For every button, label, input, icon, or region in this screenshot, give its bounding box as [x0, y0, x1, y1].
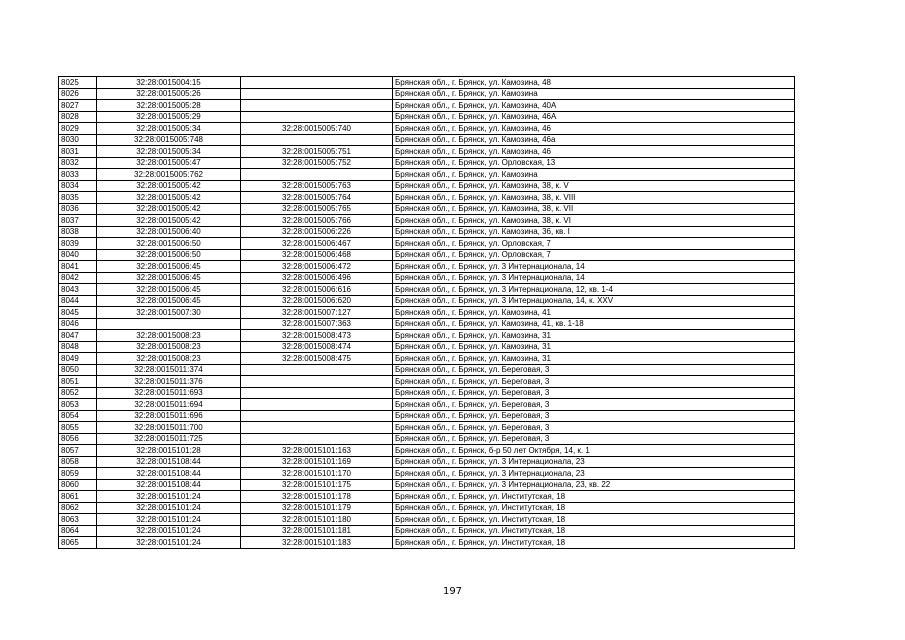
row-number-cell: 8059 [59, 468, 97, 480]
table-row [59, 525, 795, 537]
table-row [59, 502, 795, 514]
object-cadastral-number-cell: 32:28:0015005:752 [241, 157, 393, 169]
land-cadastral-number-cell: 32:28:0015101:28 [97, 445, 241, 457]
address-cell: Брянская обл., г. Брянск, ул. Камозина, 48 [393, 77, 795, 89]
land-cadastral-number-cell: 32:28:0015006:45 [97, 295, 241, 307]
table-row [59, 445, 795, 457]
land-cadastral-number-cell: 32:28:0015101:24 [97, 537, 241, 549]
table-row [59, 111, 795, 123]
address-cell: Брянская обл., г. Брянск, ул. Камозина, 38, к. VII [393, 203, 795, 215]
row-number-cell: 8056 [59, 433, 97, 445]
address-cell: Брянская обл., г. Брянск, ул. Камозина, 31 [393, 353, 795, 365]
land-cadastral-number-cell: 32:28:0015005:762 [97, 169, 241, 181]
object-cadastral-number-cell: 32:28:0015101:179 [241, 502, 393, 514]
row-number-cell: 8043 [59, 284, 97, 296]
table-row [59, 100, 795, 112]
address-cell: Брянская обл., г. Брянск, ул. Институтская, 18 [393, 537, 795, 549]
table-row [59, 387, 795, 399]
land-cadastral-number-cell: 32:28:0015005:29 [97, 111, 241, 123]
table-row [59, 537, 795, 549]
object-cadastral-number-cell [241, 111, 393, 123]
address-cell: Брянская обл., г. Брянск, ул. 3 Интернационала, 12, кв. 1-4 [393, 284, 795, 296]
row-number-cell: 8053 [59, 399, 97, 411]
land-cadastral-number-cell: 32:28:0015006:45 [97, 284, 241, 296]
object-cadastral-number-cell: 32:28:0015005:740 [241, 123, 393, 135]
address-cell: Брянская обл., г. Брянск, ул. 3 Интернационала, 23 [393, 468, 795, 480]
table-row [59, 192, 795, 204]
address-cell: Брянская обл., г. Брянск, ул. Институтская, 18 [393, 514, 795, 526]
land-cadastral-number-cell: 32:28:0015108:44 [97, 468, 241, 480]
row-number-cell: 8054 [59, 410, 97, 422]
row-number-cell: 8029 [59, 123, 97, 135]
object-cadastral-number-cell [241, 134, 393, 146]
address-cell: Брянская обл., г. Брянск, ул. Береговая, 3 [393, 364, 795, 376]
land-cadastral-number-cell: 32:28:0015005:42 [97, 203, 241, 215]
object-cadastral-number-cell: 32:28:0015005:763 [241, 180, 393, 192]
land-cadastral-number-cell: 32:28:0015108:44 [97, 456, 241, 468]
land-cadastral-number-cell: 32:28:0015008:23 [97, 330, 241, 342]
address-cell: Брянская обл., г. Брянск, ул. 3 Интернационала, 14 [393, 261, 795, 273]
land-cadastral-number-cell: 32:28:0015006:40 [97, 226, 241, 238]
address-cell: Брянская обл., г. Брянск, ул. Береговая, 3 [393, 387, 795, 399]
address-cell: Брянская обл., г. Брянск, ул. Камозина, 41 [393, 307, 795, 319]
object-cadastral-number-cell: 32:28:0015006:226 [241, 226, 393, 238]
row-number-cell: 8025 [59, 77, 97, 89]
row-number-cell: 8045 [59, 307, 97, 319]
row-number-cell: 8039 [59, 238, 97, 250]
land-cadastral-number-cell: 32:28:0015011:694 [97, 399, 241, 411]
table-row [59, 318, 795, 330]
land-cadastral-number-cell: 32:28:0015006:45 [97, 272, 241, 284]
address-cell: Брянская обл., г. Брянск, ул. Камозина, 31 [393, 330, 795, 342]
address-cell: Брянская обл., г. Брянск, ул. Камозина, 46 [393, 146, 795, 158]
land-cadastral-number-cell: 32:28:0015006:50 [97, 249, 241, 261]
table-row [59, 123, 795, 135]
land-cadastral-number-cell: 32:28:0015008:23 [97, 353, 241, 365]
land-cadastral-number-cell: 32:28:0015011:700 [97, 422, 241, 434]
object-cadastral-number-cell [241, 410, 393, 422]
land-cadastral-number-cell: 32:28:0015005:748 [97, 134, 241, 146]
address-cell: Брянская обл., г. Брянск, ул. 3 Интернационала, 14 [393, 272, 795, 284]
table-row [59, 272, 795, 284]
table-row [59, 330, 795, 342]
address-cell: Брянская обл., г. Брянск, ул. Камозина, 46а [393, 134, 795, 146]
row-number-cell: 8030 [59, 134, 97, 146]
table-row [59, 364, 795, 376]
address-cell: Брянская обл., г. Брянск, б-р 50 лет Октября, 14, к. 1 [393, 445, 795, 457]
land-cadastral-number-cell: 32:28:0015005:26 [97, 88, 241, 100]
row-number-cell: 8040 [59, 249, 97, 261]
object-cadastral-number-cell: 32:28:0015101:183 [241, 537, 393, 549]
address-cell: Брянская обл., г. Брянск, ул. Камозина, 40А [393, 100, 795, 112]
table-row [59, 215, 795, 227]
registry-table-body [59, 77, 795, 549]
address-cell: Брянская обл., г. Брянск, ул. Береговая, 3 [393, 376, 795, 388]
table-row [59, 146, 795, 158]
address-cell: Брянская обл., г. Брянск, ул. Орловская, 13 [393, 157, 795, 169]
table-row [59, 491, 795, 503]
row-number-cell: 8065 [59, 537, 97, 549]
row-number-cell: 8031 [59, 146, 97, 158]
address-cell: Брянская обл., г. Брянск, ул. Орловская, 7 [393, 249, 795, 261]
object-cadastral-number-cell: 32:28:0015101:170 [241, 468, 393, 480]
table-row [59, 307, 795, 319]
address-cell: Брянская обл., г. Брянск, ул. 3 Интернационала, 23, кв. 22 [393, 479, 795, 491]
object-cadastral-number-cell: 32:28:0015006:467 [241, 238, 393, 250]
property-registry-table [58, 76, 795, 549]
address-cell: Брянская обл., г. Брянск, ул. Береговая, 3 [393, 433, 795, 445]
land-cadastral-number-cell: 32:28:0015005:28 [97, 100, 241, 112]
object-cadastral-number-cell: 32:28:0015007:363 [241, 318, 393, 330]
row-number-cell: 8042 [59, 272, 97, 284]
land-cadastral-number-cell: 32:28:0015101:24 [97, 491, 241, 503]
object-cadastral-number-cell: 32:28:0015101:169 [241, 456, 393, 468]
address-cell: Брянская обл., г. Брянск, ул. Камозина, 38, к. VI [393, 215, 795, 227]
land-cadastral-number-cell: 32:28:0015005:47 [97, 157, 241, 169]
object-cadastral-number-cell [241, 433, 393, 445]
land-cadastral-number-cell: 32:28:0015005:42 [97, 180, 241, 192]
address-cell: Брянская обл., г. Брянск, ул. Институтская, 18 [393, 491, 795, 503]
row-number-cell: 8049 [59, 353, 97, 365]
row-number-cell: 8034 [59, 180, 97, 192]
row-number-cell: 8032 [59, 157, 97, 169]
address-cell: Брянская обл., г. Брянск, ул. Орловская, 7 [393, 238, 795, 250]
object-cadastral-number-cell: 32:28:0015005:751 [241, 146, 393, 158]
object-cadastral-number-cell [241, 399, 393, 411]
address-cell: Брянская обл., г. Брянск, ул. Камозина, 38, к. VIII [393, 192, 795, 204]
object-cadastral-number-cell [241, 77, 393, 89]
table-row [59, 514, 795, 526]
table-row [59, 295, 795, 307]
land-cadastral-number-cell: 32:28:0015011:696 [97, 410, 241, 422]
table-row [59, 261, 795, 273]
address-cell: Брянская обл., г. Брянск, ул. Камозина, 38, к. V [393, 180, 795, 192]
page-number: 197 [442, 586, 463, 597]
row-number-cell: 8044 [59, 295, 97, 307]
object-cadastral-number-cell: 32:28:0015006:616 [241, 284, 393, 296]
row-number-cell: 8052 [59, 387, 97, 399]
table-row [59, 468, 795, 480]
table-row [59, 284, 795, 296]
object-cadastral-number-cell [241, 387, 393, 399]
row-number-cell: 8061 [59, 491, 97, 503]
address-cell: Брянская обл., г. Брянск, ул. Береговая, 3 [393, 399, 795, 411]
row-number-cell: 8062 [59, 502, 97, 514]
row-number-cell: 8055 [59, 422, 97, 434]
object-cadastral-number-cell: 32:28:0015101:181 [241, 525, 393, 537]
row-number-cell: 8047 [59, 330, 97, 342]
row-number-cell: 8028 [59, 111, 97, 123]
object-cadastral-number-cell [241, 364, 393, 376]
table-row [59, 238, 795, 250]
table-row [59, 249, 795, 261]
row-number-cell: 8026 [59, 88, 97, 100]
land-cadastral-number-cell: 32:28:0015005:42 [97, 192, 241, 204]
row-number-cell: 8058 [59, 456, 97, 468]
table-row [59, 353, 795, 365]
object-cadastral-number-cell: 32:28:0015006:496 [241, 272, 393, 284]
address-cell: Брянская обл., г. Брянск, ул. Институтская, 18 [393, 502, 795, 514]
address-cell: Брянская обл., г. Брянск, ул. Камозина, 31 [393, 341, 795, 353]
land-cadastral-number-cell [97, 318, 241, 330]
object-cadastral-number-cell [241, 88, 393, 100]
land-cadastral-number-cell: 32:28:0015004:15 [97, 77, 241, 89]
land-cadastral-number-cell: 32:28:0015005:34 [97, 123, 241, 135]
object-cadastral-number-cell: 32:28:0015006:468 [241, 249, 393, 261]
address-cell: Брянская обл., г. Брянск, ул. Камозина, 46А [393, 111, 795, 123]
row-number-cell: 8038 [59, 226, 97, 238]
land-cadastral-number-cell: 32:28:0015006:50 [97, 238, 241, 250]
object-cadastral-number-cell: 32:28:0015008:475 [241, 353, 393, 365]
row-number-cell: 8037 [59, 215, 97, 227]
table-row [59, 134, 795, 146]
object-cadastral-number-cell: 32:28:0015005:765 [241, 203, 393, 215]
row-number-cell: 8064 [59, 525, 97, 537]
address-cell: Брянская обл., г. Брянск, ул. Береговая, 3 [393, 410, 795, 422]
land-cadastral-number-cell: 32:28:0015011:374 [97, 364, 241, 376]
object-cadastral-number-cell [241, 169, 393, 181]
object-cadastral-number-cell: 32:28:0015005:764 [241, 192, 393, 204]
row-number-cell: 8046 [59, 318, 97, 330]
address-cell: Брянская обл., г. Брянск, ул. Институтская, 18 [393, 525, 795, 537]
table-row [59, 456, 795, 468]
object-cadastral-number-cell [241, 422, 393, 434]
row-number-cell: 8035 [59, 192, 97, 204]
table-row [59, 341, 795, 353]
table-row [59, 376, 795, 388]
object-cadastral-number-cell: 32:28:0015101:178 [241, 491, 393, 503]
table-row [59, 399, 795, 411]
address-cell: Брянская обл., г. Брянск, ул. Камозина [393, 88, 795, 100]
table-row [59, 180, 795, 192]
table-row [59, 422, 795, 434]
row-number-cell: 8060 [59, 479, 97, 491]
object-cadastral-number-cell: 32:28:0015006:472 [241, 261, 393, 273]
object-cadastral-number-cell [241, 100, 393, 112]
object-cadastral-number-cell: 32:28:0015101:175 [241, 479, 393, 491]
address-cell: Брянская обл., г. Брянск, ул. Камозина, 46 [393, 123, 795, 135]
row-number-cell: 8050 [59, 364, 97, 376]
land-cadastral-number-cell: 32:28:0015006:45 [97, 261, 241, 273]
land-cadastral-number-cell: 32:28:0015007:30 [97, 307, 241, 319]
object-cadastral-number-cell: 32:28:0015008:473 [241, 330, 393, 342]
address-cell: Брянская обл., г. Брянск, ул. Камозина, 41, кв. 1-18 [393, 318, 795, 330]
land-cadastral-number-cell: 32:28:0015011:693 [97, 387, 241, 399]
row-number-cell: 8048 [59, 341, 97, 353]
table-row [59, 226, 795, 238]
table-row [59, 433, 795, 445]
land-cadastral-number-cell: 32:28:0015101:24 [97, 514, 241, 526]
table-row [59, 203, 795, 215]
object-cadastral-number-cell: 32:28:0015005:766 [241, 215, 393, 227]
object-cadastral-number-cell: 32:28:0015007:127 [241, 307, 393, 319]
object-cadastral-number-cell [241, 376, 393, 388]
address-cell: Брянская обл., г. Брянск, ул. Камозина [393, 169, 795, 181]
object-cadastral-number-cell: 32:28:0015101:180 [241, 514, 393, 526]
row-number-cell: 8033 [59, 169, 97, 181]
address-cell: Брянская обл., г. Брянск, ул. Камозина, 36, кв. I [393, 226, 795, 238]
object-cadastral-number-cell: 32:28:0015101:163 [241, 445, 393, 457]
table-row [59, 479, 795, 491]
address-cell: Брянская обл., г. Брянск, ул. Береговая, 3 [393, 422, 795, 434]
row-number-cell: 8027 [59, 100, 97, 112]
land-cadastral-number-cell: 32:28:0015005:42 [97, 215, 241, 227]
address-cell: Брянская обл., г. Брянск, ул. 3 Интернационала, 14, к. XXV [393, 295, 795, 307]
row-number-cell: 8051 [59, 376, 97, 388]
land-cadastral-number-cell: 32:28:0015101:24 [97, 525, 241, 537]
table-row [59, 169, 795, 181]
land-cadastral-number-cell: 32:28:0015005:34 [97, 146, 241, 158]
row-number-cell: 8057 [59, 445, 97, 457]
table-row [59, 77, 795, 89]
land-cadastral-number-cell: 32:28:0015011:376 [97, 376, 241, 388]
address-cell: Брянская обл., г. Брянск, ул. 3 Интернационала, 23 [393, 456, 795, 468]
land-cadastral-number-cell: 32:28:0015011:725 [97, 433, 241, 445]
land-cadastral-number-cell: 32:28:0015008:23 [97, 341, 241, 353]
land-cadastral-number-cell: 32:28:0015108:44 [97, 479, 241, 491]
land-cadastral-number-cell: 32:28:0015101:24 [97, 502, 241, 514]
table-row [59, 157, 795, 169]
row-number-cell: 8063 [59, 514, 97, 526]
object-cadastral-number-cell: 32:28:0015008:474 [241, 341, 393, 353]
row-number-cell: 8036 [59, 203, 97, 215]
row-number-cell: 8041 [59, 261, 97, 273]
table-row [59, 88, 795, 100]
table-row [59, 410, 795, 422]
object-cadastral-number-cell: 32:28:0015006:620 [241, 295, 393, 307]
